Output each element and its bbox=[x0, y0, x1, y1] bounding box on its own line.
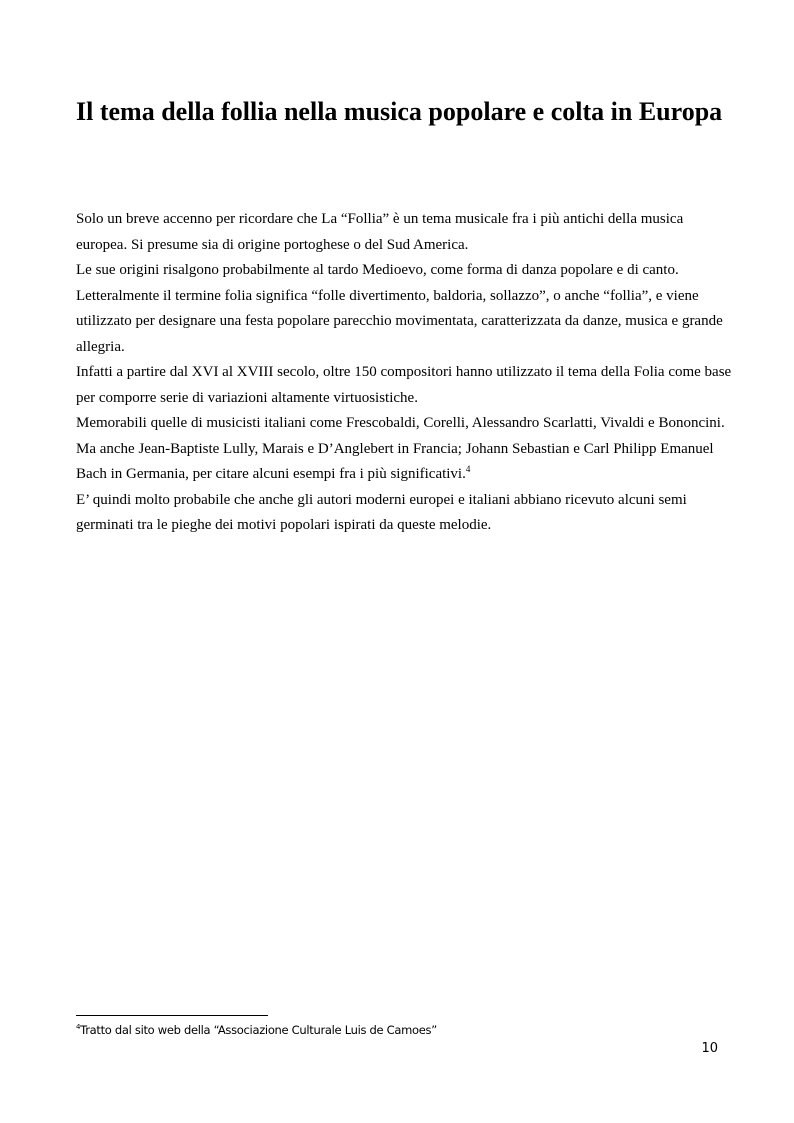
paragraph-6-text: Ma anche Jean-Baptiste Lully, Marais e D’Anglebert in Francia; Johann Sebastian e Carl Philipp Emanuel Bach in Germania, per citare alcuni esempi fra i più significativi. bbox=[76, 440, 714, 482]
footnote-separator bbox=[76, 1015, 268, 1016]
paragraph-4: Infatti a partire dal XVI al XVIII secolo, oltre 150 compositori hanno utilizzato il tema della Folia come base per comporre serie di variazioni altamente virtuosistiche. bbox=[76, 364, 732, 406]
paragraph-6 bbox=[76, 437, 736, 488]
paragraph-1: Solo un breve accenno per ricordare che La “Follia” è un tema musicale fra i più antichi della musica europea. Si presume sia di origine portoghese o del Sud America. bbox=[76, 211, 684, 253]
footnote-number: 4 bbox=[76, 1023, 81, 1031]
page-number: 10 bbox=[701, 1041, 718, 1056]
footnote bbox=[76, 1022, 676, 1038]
paragraph-2: Le sue origini risalgono probabilmente al tardo Medioevo, come forma di danza popolare e di canto. bbox=[76, 262, 679, 278]
footnote-text: Tratto dal sito web della “Associazione Culturale Luis de Camoes” bbox=[80, 1023, 437, 1037]
body-text bbox=[76, 207, 736, 539]
footnote-reference[interactable]: 4 bbox=[465, 464, 471, 474]
paragraph-5: Memorabili quelle di musicisti italiani come Frescobaldi, Corelli, Alessandro Scarlatti, Vivaldi e Bononcini. bbox=[76, 415, 725, 431]
paragraph-3: Letteralmente il termine folia significa “folle divertimento, baldoria, sollazzo”, o anche “follia”, e viene utilizzato per designare una festa popolare parecchio movimentata, caratterizzata da danze, musica e grande allegria. bbox=[76, 287, 723, 355]
paragraph-7: E’ quindi molto probabile che anche gli autori moderni europei e italiani abbiano ricevuto alcuni semi germinati tra le pieghe dei motivi popolari ispirati da queste melodie. bbox=[76, 491, 687, 533]
section-heading: Il tema della follia nella musica popolare e colta in Europa bbox=[76, 97, 723, 126]
